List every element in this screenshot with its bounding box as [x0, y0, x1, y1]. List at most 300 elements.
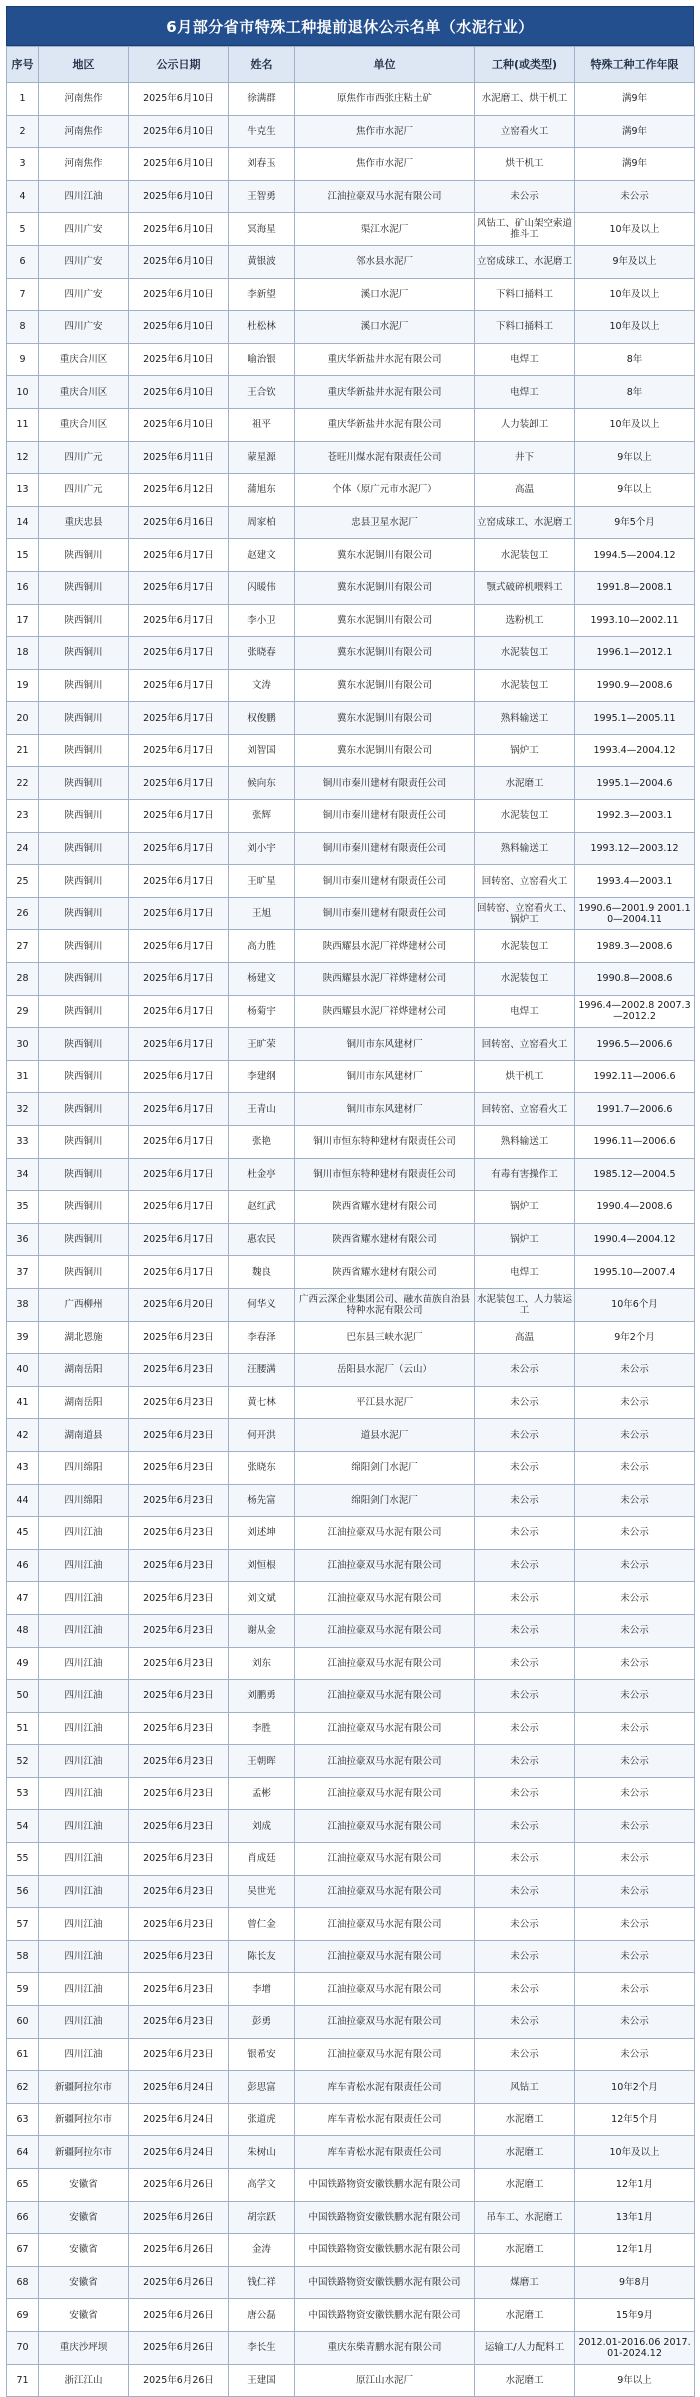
table-row — [7, 1386, 695, 1419]
cell-job-type: 未公示 — [475, 1614, 575, 1647]
cell-job-type: 电焊工 — [475, 995, 575, 1028]
cell-unit: 中国铁路物资安徽铁鹏水泥有限公司 — [295, 2201, 475, 2234]
cell-region: 陕西铜川 — [39, 702, 129, 735]
table-row — [7, 213, 695, 246]
table-header-row — [7, 47, 695, 83]
table-row — [7, 963, 695, 996]
table-row — [7, 800, 695, 833]
cell-unit: 铜川市秦川建材有限责任公司 — [295, 832, 475, 865]
cell-date: 2025年6月10日 — [129, 213, 229, 246]
cell-name: 高力胜 — [229, 930, 295, 963]
table-row — [7, 2103, 695, 2136]
table-row — [7, 1158, 695, 1191]
cell-job-type: 未公示 — [475, 1810, 575, 1843]
cell-region: 陕西铜川 — [39, 1158, 129, 1191]
cell-job-type: 未公示 — [475, 1908, 575, 1941]
cell-date: 2025年6月23日 — [129, 1712, 229, 1745]
cell-work-years: 15年9月 — [575, 2299, 695, 2332]
cell-unit: 陕西省耀水建材有限公司 — [295, 1256, 475, 1289]
cell-unit: 铜川市恒东特种建材有限责任公司 — [295, 1126, 475, 1159]
table-row — [7, 1940, 695, 1973]
cell-region: 陕西铜川 — [39, 832, 129, 865]
table-row — [7, 1126, 695, 1159]
cell-region: 重庆合川区 — [39, 343, 129, 376]
cell-index: 10 — [7, 376, 39, 409]
cell-work-years: 1995.1—2004.6 — [575, 767, 695, 800]
cell-unit: 江油拉豪双马水泥有限公司 — [295, 1875, 475, 1908]
cell-index: 9 — [7, 343, 39, 376]
cell-unit: 库车青松水泥有限责任公司 — [295, 2103, 475, 2136]
cell-name: 刘文斌 — [229, 1582, 295, 1615]
cell-name: 杨菊宇 — [229, 995, 295, 1028]
cell-index: 60 — [7, 2006, 39, 2039]
cell-region: 四川江油 — [39, 1777, 129, 1810]
cell-name: 李胜 — [229, 1712, 295, 1745]
cell-region: 四川江油 — [39, 2006, 129, 2039]
cell-job-type: 熟料输送工 — [475, 832, 575, 865]
cell-unit: 道县水泥厂 — [295, 1419, 475, 1452]
cell-name: 刘小宇 — [229, 832, 295, 865]
cell-unit: 江油拉豪双马水泥有限公司 — [295, 180, 475, 213]
cell-work-years: 10年2个月 — [575, 2071, 695, 2104]
cell-work-years: 未公示 — [575, 1517, 695, 1550]
cell-index: 4 — [7, 180, 39, 213]
cell-date: 2025年6月23日 — [129, 1777, 229, 1810]
cell-work-years: 10年及以上 — [575, 213, 695, 246]
cell-name: 刘鹏勇 — [229, 1680, 295, 1713]
cell-job-type: 水泥装包工 — [475, 669, 575, 702]
cell-name: 刘智国 — [229, 734, 295, 767]
cell-date: 2025年6月17日 — [129, 702, 229, 735]
cell-unit: 焦作市水泥厂 — [295, 148, 475, 181]
cell-index: 21 — [7, 734, 39, 767]
cell-region: 陕西铜川 — [39, 669, 129, 702]
cell-date: 2025年6月23日 — [129, 1582, 229, 1615]
cell-region: 河南焦作 — [39, 148, 129, 181]
table-row — [7, 1843, 695, 1876]
cell-work-years: 1989.3—2008.6 — [575, 930, 695, 963]
cell-date: 2025年6月24日 — [129, 2136, 229, 2169]
cell-name: 张辉 — [229, 800, 295, 833]
cell-work-years: 9年2个月 — [575, 1321, 695, 1354]
cell-name: 权俊鹏 — [229, 702, 295, 735]
cell-unit: 冀东水泥铜川有限公司 — [295, 637, 475, 670]
cell-unit: 冀东水泥铜川有限公司 — [295, 571, 475, 604]
cell-job-type: 水泥装包工 — [475, 930, 575, 963]
cell-job-type: 煤磨工 — [475, 2266, 575, 2299]
table-row — [7, 539, 695, 572]
cell-date: 2025年6月24日 — [129, 2071, 229, 2104]
table-row — [7, 2169, 695, 2202]
cell-work-years: 1995.1—2005.11 — [575, 702, 695, 735]
cell-region: 四川江油 — [39, 1680, 129, 1713]
table-row — [7, 1549, 695, 1582]
cell-region: 四川江油 — [39, 1908, 129, 1941]
cell-region: 四川江油 — [39, 1875, 129, 1908]
cell-name: 杨建文 — [229, 963, 295, 996]
table-row — [7, 245, 695, 278]
table-row — [7, 1647, 695, 1680]
cell-region: 四川江油 — [39, 2038, 129, 2071]
cell-job-type: 高温 — [475, 474, 575, 507]
cell-region: 陕西铜川 — [39, 963, 129, 996]
cell-job-type: 电焊工 — [475, 343, 575, 376]
cell-name: 陈长友 — [229, 1940, 295, 1973]
cell-unit: 原江山水泥厂 — [295, 2364, 475, 2397]
cell-region: 安徽省 — [39, 2169, 129, 2202]
cell-work-years: 8年 — [575, 343, 695, 376]
cell-date: 2025年6月17日 — [129, 1191, 229, 1224]
cell-region: 四川江油 — [39, 1517, 129, 1550]
cell-work-years: 1994.5—2004.12 — [575, 539, 695, 572]
cell-job-type: 立窑成球工、水泥磨工 — [475, 506, 575, 539]
cell-index: 71 — [7, 2364, 39, 2397]
cell-index: 1 — [7, 83, 39, 116]
cell-unit: 巴东县三峡水泥厂 — [295, 1321, 475, 1354]
cell-name: 赵红武 — [229, 1191, 295, 1224]
table-row — [7, 1288, 695, 1321]
cell-name: 文涛 — [229, 669, 295, 702]
cell-work-years: 12年1月 — [575, 2234, 695, 2267]
table-row — [7, 2234, 695, 2267]
cell-name: 赵建文 — [229, 539, 295, 572]
cell-region: 四川江油 — [39, 180, 129, 213]
table-row — [7, 2331, 695, 2364]
cell-region: 陕西铜川 — [39, 539, 129, 572]
cell-index: 2 — [7, 115, 39, 148]
cell-work-years: 未公示 — [575, 1386, 695, 1419]
table-row — [7, 832, 695, 865]
cell-index: 62 — [7, 2071, 39, 2104]
table-row — [7, 2006, 695, 2039]
cell-date: 2025年6月26日 — [129, 2169, 229, 2202]
table-row — [7, 408, 695, 441]
cell-region: 湖南岳阳 — [39, 1386, 129, 1419]
cell-index: 51 — [7, 1712, 39, 1745]
cell-date: 2025年6月23日 — [129, 1386, 229, 1419]
cell-job-type: 吊车工、水泥磨工 — [475, 2201, 575, 2234]
cell-unit: 铜川市东风建材厂 — [295, 1028, 475, 1061]
cell-region: 安徽省 — [39, 2234, 129, 2267]
cell-region: 四川江油 — [39, 1582, 129, 1615]
cell-region: 四川江油 — [39, 1940, 129, 1973]
cell-job-type: 选粉机工 — [475, 604, 575, 637]
cell-work-years: 未公示 — [575, 1419, 695, 1452]
cell-index: 15 — [7, 539, 39, 572]
cell-index: 55 — [7, 1843, 39, 1876]
cell-date: 2025年6月26日 — [129, 2364, 229, 2397]
cell-unit: 江油拉豪双马水泥有限公司 — [295, 1647, 475, 1680]
cell-date: 2025年6月23日 — [129, 1321, 229, 1354]
cell-index: 64 — [7, 2136, 39, 2169]
cell-unit: 冀东水泥铜川有限公司 — [295, 734, 475, 767]
cell-unit: 铜川市东风建材厂 — [295, 1093, 475, 1126]
cell-date: 2025年6月17日 — [129, 1256, 229, 1289]
cell-work-years: 2012.01-2016.06 2017.01-2024.12 — [575, 2331, 695, 2364]
cell-job-type: 水泥装包工 — [475, 539, 575, 572]
cell-unit: 江油拉豪双马水泥有限公司 — [295, 1745, 475, 1778]
cell-region: 重庆合川区 — [39, 408, 129, 441]
cell-region: 新疆阿拉尔市 — [39, 2136, 129, 2169]
cell-index: 30 — [7, 1028, 39, 1061]
cell-date: 2025年6月17日 — [129, 832, 229, 865]
cell-job-type: 回转窑、立窑看火工 — [475, 865, 575, 898]
cell-index: 17 — [7, 604, 39, 637]
cell-index: 33 — [7, 1126, 39, 1159]
cell-date: 2025年6月23日 — [129, 1843, 229, 1876]
cell-index: 32 — [7, 1093, 39, 1126]
cell-unit: 中国铁路物资安徽铁鹏水泥有限公司 — [295, 2234, 475, 2267]
cell-work-years: 1996.5—2006.6 — [575, 1028, 695, 1061]
cell-date: 2025年6月17日 — [129, 865, 229, 898]
cell-job-type: 未公示 — [475, 1745, 575, 1778]
cell-job-type: 电焊工 — [475, 1256, 575, 1289]
cell-index: 11 — [7, 408, 39, 441]
cell-region: 河南焦作 — [39, 115, 129, 148]
cell-work-years: 1990.8—2008.6 — [575, 963, 695, 996]
table-row — [7, 1517, 695, 1550]
table-row — [7, 571, 695, 604]
cell-name: 曾仁金 — [229, 1908, 295, 1941]
cell-work-years: 10年及以上 — [575, 278, 695, 311]
cell-work-years: 未公示 — [575, 1712, 695, 1745]
cell-work-years: 未公示 — [575, 1810, 695, 1843]
cell-region: 安徽省 — [39, 2201, 129, 2234]
cell-name: 杜金亭 — [229, 1158, 295, 1191]
cell-index: 39 — [7, 1321, 39, 1354]
cell-job-type: 立窑看火工 — [475, 115, 575, 148]
table-row — [7, 702, 695, 735]
table-row — [7, 1614, 695, 1647]
cell-unit: 陕西省耀水建材有限公司 — [295, 1191, 475, 1224]
cell-work-years: 1996.1—2012.1 — [575, 637, 695, 670]
cell-unit: 陕西耀县水泥厂祥烨建材公司 — [295, 963, 475, 996]
cell-name: 闪暖伟 — [229, 571, 295, 604]
cell-name: 王旷星 — [229, 865, 295, 898]
cell-work-years: 12年5个月 — [575, 2103, 695, 2136]
cell-name: 唐公磊 — [229, 2299, 295, 2332]
cell-region: 新疆阿拉尔市 — [39, 2071, 129, 2104]
table-row — [7, 1223, 695, 1256]
cell-unit: 平江县水泥厂 — [295, 1386, 475, 1419]
table-row — [7, 1191, 695, 1224]
cell-job-type: 未公示 — [475, 1973, 575, 2006]
cell-region: 四川广安 — [39, 213, 129, 246]
retirement-table — [6, 46, 695, 2397]
cell-work-years: 9年5个月 — [575, 506, 695, 539]
cell-region: 重庆忠县 — [39, 506, 129, 539]
cell-date: 2025年6月23日 — [129, 1354, 229, 1387]
cell-index: 18 — [7, 637, 39, 670]
cell-work-years: 1985.12—2004.5 — [575, 1158, 695, 1191]
cell-name: 杨先富 — [229, 1484, 295, 1517]
table-row — [7, 506, 695, 539]
cell-date: 2025年6月10日 — [129, 343, 229, 376]
cell-date: 2025年6月23日 — [129, 1973, 229, 2006]
cell-date: 2025年6月17日 — [129, 930, 229, 963]
table-row — [7, 148, 695, 181]
cell-date: 2025年6月17日 — [129, 539, 229, 572]
cell-name: 黄七林 — [229, 1386, 295, 1419]
cell-region: 四川江油 — [39, 1647, 129, 1680]
cell-work-years: 12年1月 — [575, 2169, 695, 2202]
cell-job-type: 未公示 — [475, 1484, 575, 1517]
table-row — [7, 1451, 695, 1484]
cell-job-type: 熟料输送工 — [475, 702, 575, 735]
cell-region: 重庆合川区 — [39, 376, 129, 409]
cell-job-type: 未公示 — [475, 1940, 575, 1973]
cell-work-years: 未公示 — [575, 2038, 695, 2071]
cell-region: 湖南道县 — [39, 1419, 129, 1452]
cell-job-type: 未公示 — [475, 1777, 575, 1810]
cell-index: 66 — [7, 2201, 39, 2234]
cell-job-type: 未公示 — [475, 1712, 575, 1745]
cell-date: 2025年6月16日 — [129, 506, 229, 539]
cell-name: 李新望 — [229, 278, 295, 311]
cell-name: 谢从金 — [229, 1614, 295, 1647]
cell-job-type: 未公示 — [475, 1647, 575, 1680]
cell-unit: 重庆华新盐井水泥有限公司 — [295, 408, 475, 441]
cell-index: 22 — [7, 767, 39, 800]
cell-work-years: 9年及以上 — [575, 245, 695, 278]
cell-date: 2025年6月17日 — [129, 734, 229, 767]
cell-job-type: 烘干机工 — [475, 1060, 575, 1093]
cell-unit: 江油拉豪双马水泥有限公司 — [295, 2006, 475, 2039]
cell-work-years: 未公示 — [575, 1549, 695, 1582]
cell-region: 陕西铜川 — [39, 865, 129, 898]
cell-name: 彭勇 — [229, 2006, 295, 2039]
header-date: 公示日期 — [129, 47, 229, 83]
cell-date: 2025年6月17日 — [129, 1223, 229, 1256]
cell-unit: 个体（原广元市水泥厂） — [295, 474, 475, 507]
cell-region: 广西柳州 — [39, 1288, 129, 1321]
cell-job-type: 水泥装包工 — [475, 800, 575, 833]
cell-work-years: 1993.10—2002.11 — [575, 604, 695, 637]
cell-name: 王旭 — [229, 897, 295, 930]
cell-region: 陕西铜川 — [39, 637, 129, 670]
cell-unit: 江油拉豪双马水泥有限公司 — [295, 1908, 475, 1941]
table-row — [7, 474, 695, 507]
cell-unit: 渠江水泥厂 — [295, 213, 475, 246]
cell-index: 53 — [7, 1777, 39, 1810]
cell-job-type: 烘干机工 — [475, 148, 575, 181]
cell-name: 王朝晖 — [229, 1745, 295, 1778]
cell-index: 46 — [7, 1549, 39, 1582]
cell-work-years: 未公示 — [575, 1582, 695, 1615]
cell-name: 冥海星 — [229, 213, 295, 246]
cell-work-years: 9年以上 — [575, 441, 695, 474]
cell-unit: 冀东水泥铜川有限公司 — [295, 702, 475, 735]
cell-date: 2025年6月17日 — [129, 767, 229, 800]
cell-date: 2025年6月26日 — [129, 2331, 229, 2364]
cell-index: 14 — [7, 506, 39, 539]
table-row — [7, 2136, 695, 2169]
cell-region: 四川广安 — [39, 311, 129, 344]
cell-unit: 中国铁路物资安徽铁鹏水泥有限公司 — [295, 2299, 475, 2332]
cell-date: 2025年6月23日 — [129, 1517, 229, 1550]
cell-region: 四川江油 — [39, 1810, 129, 1843]
cell-index: 57 — [7, 1908, 39, 1941]
table-row — [7, 1745, 695, 1778]
cell-job-type: 未公示 — [475, 180, 575, 213]
cell-date: 2025年6月17日 — [129, 963, 229, 996]
cell-work-years: 满9年 — [575, 148, 695, 181]
cell-work-years: 未公示 — [575, 1908, 695, 1941]
cell-index: 47 — [7, 1582, 39, 1615]
cell-job-type: 水泥装包工、人力装运工 — [475, 1288, 575, 1321]
cell-name: 王旷荣 — [229, 1028, 295, 1061]
table-row — [7, 995, 695, 1028]
cell-job-type: 未公示 — [475, 1582, 575, 1615]
cell-index: 7 — [7, 278, 39, 311]
cell-region: 四川江油 — [39, 1745, 129, 1778]
cell-region: 陕西铜川 — [39, 930, 129, 963]
cell-job-type: 水泥磨工 — [475, 2169, 575, 2202]
cell-unit: 中国铁路物资安徽铁鹏水泥有限公司 — [295, 2169, 475, 2202]
cell-date: 2025年6月26日 — [129, 2299, 229, 2332]
cell-region: 四川江油 — [39, 1712, 129, 1745]
cell-work-years: 10年及以上 — [575, 408, 695, 441]
cell-unit: 溪口水泥厂 — [295, 278, 475, 311]
cell-index: 42 — [7, 1419, 39, 1452]
cell-index: 27 — [7, 930, 39, 963]
cell-job-type: 锅炉工 — [475, 734, 575, 767]
cell-job-type: 回转窑、立窑看火工 — [475, 1028, 575, 1061]
table-row — [7, 604, 695, 637]
table-row — [7, 1354, 695, 1387]
cell-name: 蒲旭东 — [229, 474, 295, 507]
cell-index: 45 — [7, 1517, 39, 1550]
cell-region: 湖北恩施 — [39, 1321, 129, 1354]
cell-job-type: 回转窑、立窑看火工 — [475, 1093, 575, 1126]
cell-work-years: 1996.11—2006.6 — [575, 1126, 695, 1159]
cell-index: 3 — [7, 148, 39, 181]
table-row — [7, 1810, 695, 1843]
cell-index: 29 — [7, 995, 39, 1028]
table-row — [7, 1680, 695, 1713]
cell-unit: 绵阳剑门水泥厂 — [295, 1484, 475, 1517]
cell-name: 徐满群 — [229, 83, 295, 116]
table-row — [7, 1060, 695, 1093]
cell-name: 刘东 — [229, 1647, 295, 1680]
table-row — [7, 115, 695, 148]
table-row — [7, 278, 695, 311]
cell-unit: 陕西耀县水泥厂祥烨建材公司 — [295, 930, 475, 963]
cell-job-type: 水泥磨工 — [475, 2234, 575, 2267]
cell-date: 2025年6月23日 — [129, 1810, 229, 1843]
table-row — [7, 311, 695, 344]
cell-unit: 重庆华新盐井水泥有限公司 — [295, 376, 475, 409]
cell-work-years: 10年及以上 — [575, 311, 695, 344]
cell-index: 65 — [7, 2169, 39, 2202]
table-body — [7, 83, 695, 2397]
cell-index: 8 — [7, 311, 39, 344]
cell-work-years: 1990.4—2008.6 — [575, 1191, 695, 1224]
header-index: 序号 — [7, 47, 39, 83]
cell-job-type: 水泥装包工 — [475, 637, 575, 670]
cell-date: 2025年6月23日 — [129, 2006, 229, 2039]
cell-name: 候向东 — [229, 767, 295, 800]
cell-region: 陕西铜川 — [39, 1028, 129, 1061]
cell-job-type: 颚式破碎机喂料工 — [475, 571, 575, 604]
cell-region: 四川广安 — [39, 278, 129, 311]
table-row — [7, 1256, 695, 1289]
cell-index: 38 — [7, 1288, 39, 1321]
header-work-years: 特殊工种工作年限 — [575, 47, 695, 83]
cell-unit: 江油拉豪双马水泥有限公司 — [295, 1549, 475, 1582]
cell-job-type: 未公示 — [475, 1386, 575, 1419]
cell-work-years: 1996.4—2002.8 2007.3—2012.2 — [575, 995, 695, 1028]
